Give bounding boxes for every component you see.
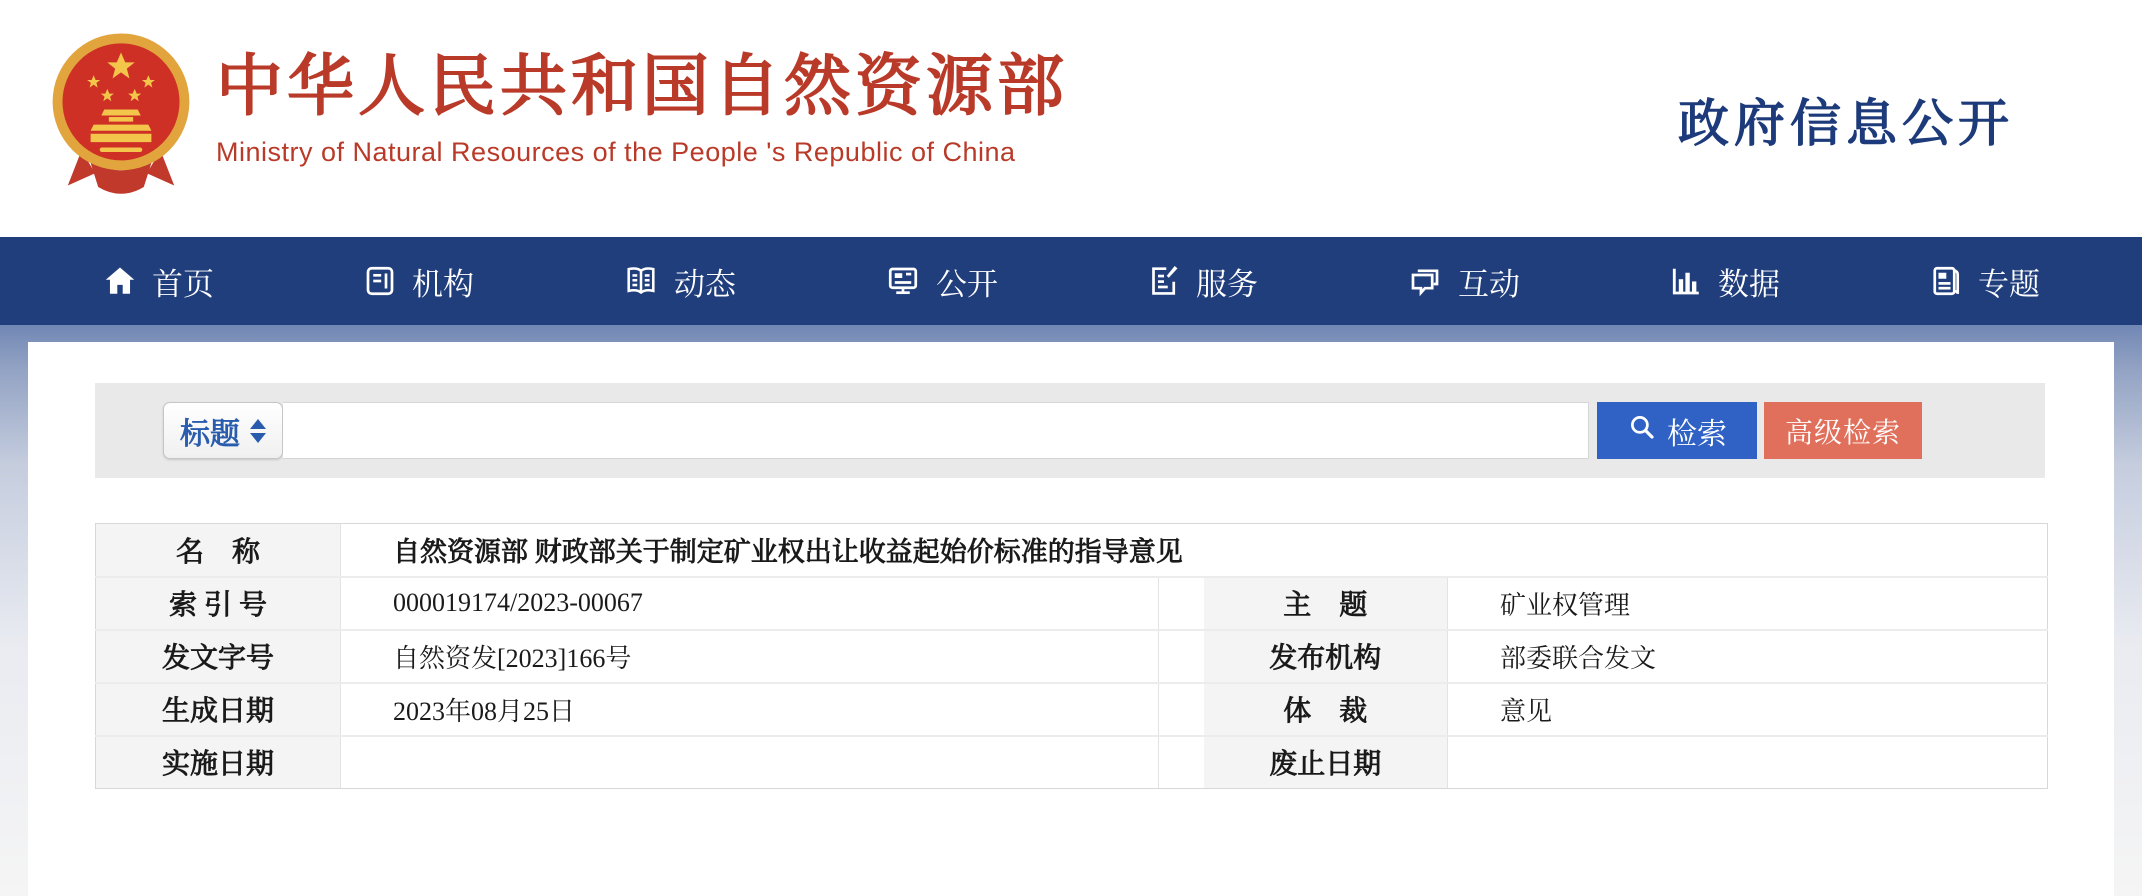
- field-label-create-date: 生成日期: [96, 683, 341, 736]
- select-arrows-icon: [250, 419, 266, 443]
- table-row: [96, 736, 2048, 789]
- news-book-icon: [622, 263, 660, 299]
- table-row: [96, 630, 2048, 683]
- cell-spacer: [1159, 577, 1204, 630]
- table-row: [96, 577, 2048, 630]
- field-label-effective-date: 实施日期: [96, 736, 341, 789]
- ministry-title-cn: 中华人民共和国自然资源部: [216, 49, 1068, 124]
- search-button[interactable]: [1597, 402, 1757, 459]
- advanced-search-button[interactable]: [1764, 402, 1922, 459]
- advanced-search-button-label: 高级检索: [1784, 416, 1901, 448]
- field-label-issuing-agency: 发布机构: [1204, 630, 1448, 683]
- data-chart-icon: [1668, 263, 1704, 299]
- nav-item-service[interactable]: [1146, 259, 1258, 304]
- nav-item-topics[interactable]: [1928, 259, 2040, 304]
- nav-item-organization[interactable]: [362, 259, 474, 304]
- field-label-genre: 体 裁: [1204, 683, 1448, 736]
- field-value-subject: 矿业权管理: [1448, 577, 2048, 630]
- field-value-effective-date: [341, 736, 1159, 789]
- site-header: [0, 0, 2142, 237]
- nav-item-news[interactable]: [622, 259, 736, 304]
- nav-item-label: 动态: [674, 266, 736, 302]
- page-title: 政府信息公开: [1677, 97, 2014, 153]
- organization-icon: [362, 263, 398, 299]
- search-input[interactable]: [283, 402, 1589, 459]
- field-value-doc-number: 自然资发[2023]166号: [341, 630, 1159, 683]
- nav-item-label: 首页: [152, 266, 214, 302]
- field-label-doc-number: 发文字号: [96, 630, 341, 683]
- document-info-table: [95, 523, 2048, 789]
- nav-item-data[interactable]: [1668, 259, 1780, 304]
- table-row: [96, 683, 2048, 736]
- search-button-label: 检索: [1667, 417, 1727, 451]
- field-value-repeal-date: [1448, 736, 2048, 789]
- search-icon: [1627, 412, 1657, 450]
- nav-item-label: 专题: [1978, 266, 2040, 302]
- nav-item-label: 互动: [1458, 266, 1520, 302]
- field-label-repeal-date: 废止日期: [1204, 736, 1448, 789]
- disclosure-monitor-icon: [884, 263, 922, 299]
- search-field-select-value: 标题: [180, 417, 240, 451]
- nav-item-label: 数据: [1718, 266, 1780, 302]
- field-label-index-no: 索 引 号: [96, 577, 341, 630]
- field-value-issuing-agency: 部委联合发文: [1448, 630, 2048, 683]
- nav-item-disclosure[interactable]: [884, 259, 998, 304]
- field-label-name: 名 称: [96, 524, 341, 577]
- page-background: [0, 325, 2142, 896]
- search-bar: [95, 383, 2045, 478]
- table-row: [96, 524, 2048, 577]
- nav-item-label: 服务: [1196, 266, 1258, 302]
- nav-item-home[interactable]: [102, 259, 214, 304]
- china-national-emblem-icon: [45, 28, 197, 200]
- ministry-brand: [216, 49, 1068, 168]
- field-value-index-no: 000019174/2023-00067: [341, 577, 1159, 630]
- cell-spacer: [1159, 630, 1204, 683]
- cell-spacer: [1159, 736, 1204, 789]
- field-value-name: 自然资源部 财政部关于制定矿业权出让收益起始价标准的指导意见: [341, 524, 2048, 577]
- search-field-select[interactable]: [163, 402, 283, 459]
- service-edit-icon: [1146, 263, 1182, 299]
- content-panel: [28, 342, 2114, 896]
- nav-item-label: 机构: [412, 266, 474, 302]
- cell-spacer: [1159, 683, 1204, 736]
- interaction-chat-icon: [1406, 263, 1444, 299]
- nav-item-interaction[interactable]: [1406, 259, 1520, 304]
- home-icon: [102, 263, 138, 299]
- field-label-subject: 主 题: [1204, 577, 1448, 630]
- field-value-create-date: 2023年08月25日: [341, 683, 1159, 736]
- main-nav: [0, 237, 2142, 325]
- nav-item-label: 公开: [936, 266, 998, 302]
- topics-journal-icon: [1928, 263, 1964, 299]
- field-value-genre: 意见: [1448, 683, 2048, 736]
- ministry-title-en: Ministry of Natural Resources of the People 's Republic of China: [216, 137, 1016, 168]
